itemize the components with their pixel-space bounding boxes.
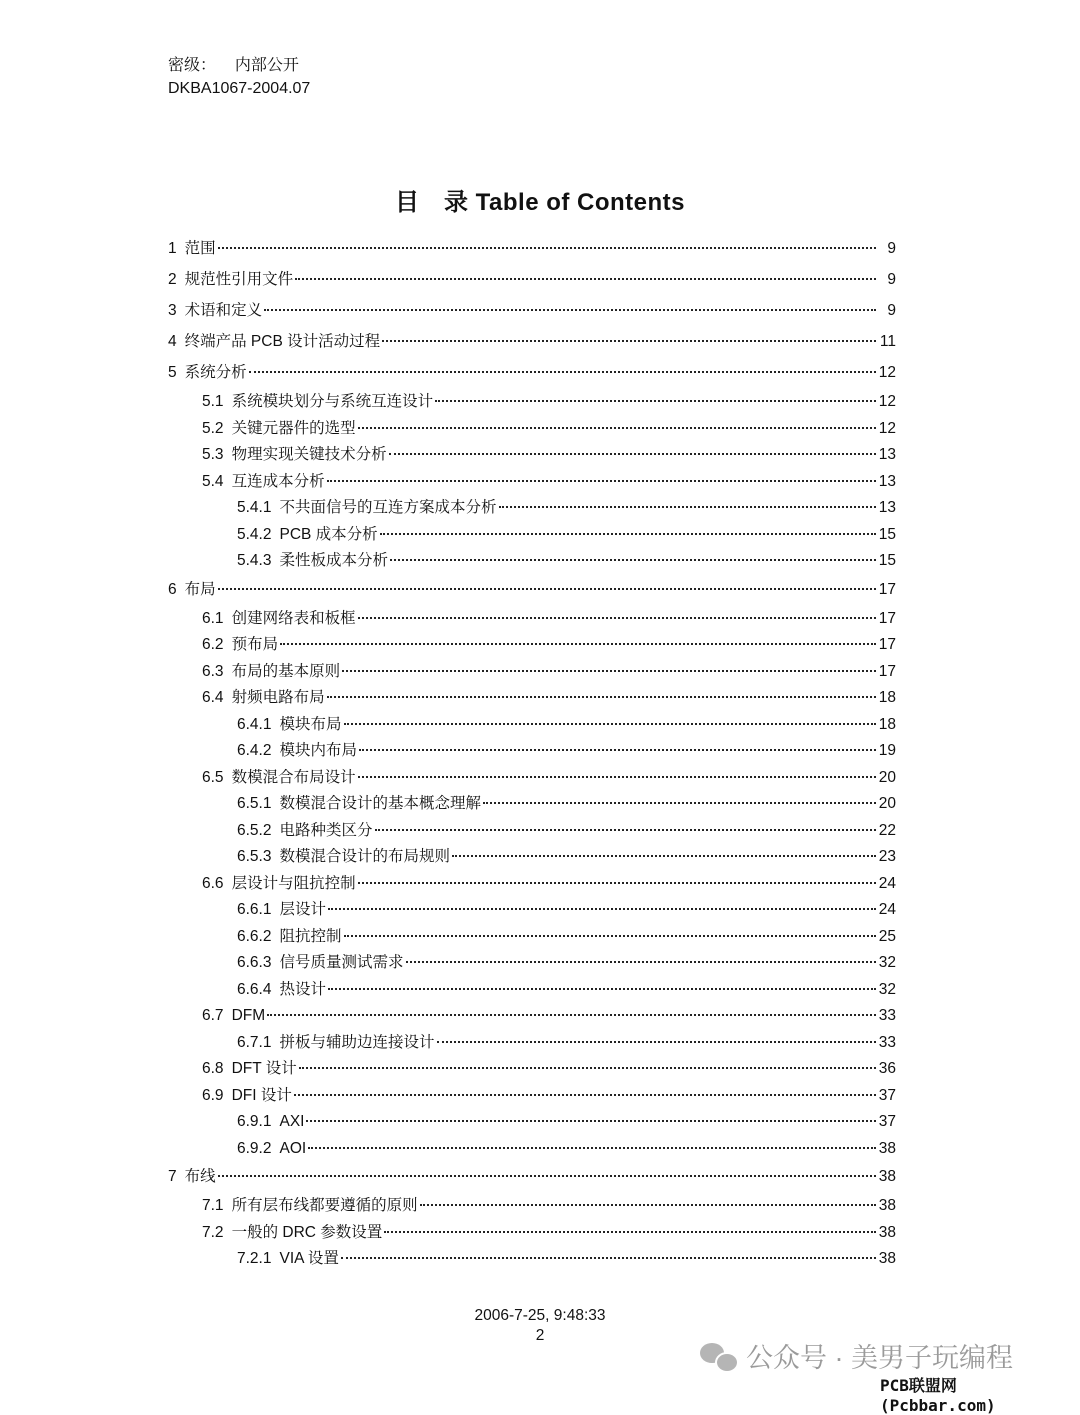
toc-entry-page: 38 [878, 1223, 896, 1241]
toc-dot-leader [342, 670, 876, 672]
classification-value: 内部公开 [234, 57, 299, 74]
toc-entry[interactable] [168, 267, 896, 298]
toc-entry[interactable] [168, 360, 896, 391]
toc-entry-label: 布局 [184, 580, 216, 598]
toc-entry-page: 37 [878, 1113, 896, 1130]
toc-dot-leader [359, 749, 876, 751]
toc-entry-page: 13 [878, 472, 896, 490]
toc-dot-leader [358, 427, 876, 429]
document-header [168, 54, 310, 100]
toc-entry-label: VIA 设置 [279, 1250, 339, 1267]
toc-dot-leader [380, 533, 876, 535]
toc-entry-page: 24 [878, 874, 896, 892]
toc-dot-leader [308, 1147, 876, 1149]
toc-entry-number: 7.2 [202, 1223, 224, 1241]
toc-entry[interactable] [168, 979, 896, 1006]
toc-dot-leader [218, 1175, 876, 1177]
toc-entry-number: 6.5.2 [237, 821, 272, 839]
toc-entry-number: 5.4.2 [237, 525, 272, 543]
classification-label: 密级： [168, 57, 217, 74]
toc-entry-label: 布局的基本原则 [231, 662, 341, 680]
toc-entry-label: 层设计与阻抗控制 [231, 874, 356, 892]
toc-entry-page: 37 [878, 1086, 896, 1104]
toc-entry-label: 物理实现关键技术分析 [231, 446, 387, 463]
toc-entry-label: 布线 [184, 1168, 216, 1185]
toc-dot-leader [384, 1231, 876, 1233]
toc-entry-label: 所有层布线都要遵循的原则 [231, 1197, 418, 1214]
toc-entry-label: 规范性引用文件 [184, 271, 294, 288]
toc-entry-page: 18 [878, 715, 896, 733]
toc-entry-label: 关键元器件的选型 [231, 419, 356, 437]
toc-entry-number: 6.7.1 [237, 1033, 272, 1051]
toc-entry-page: 9 [887, 271, 896, 288]
toc-dot-leader [375, 829, 877, 831]
toc-entry-label: 数模混合设计的基本概念理解 [279, 795, 481, 812]
toc-entry-page: 38 [878, 1139, 896, 1157]
toc-entry-label: 一般的 DRC 参数设置 [231, 1223, 383, 1241]
toc-dot-leader [344, 935, 877, 937]
classification-line [168, 54, 310, 77]
toc-entry-number: 5.2 [202, 419, 224, 437]
toc-entry[interactable] [168, 1111, 896, 1138]
toc-entry[interactable] [168, 298, 896, 329]
toc-dot-leader [218, 247, 876, 249]
toc-entry-number: 6.5.1 [237, 795, 272, 812]
toc-entry[interactable] [168, 1058, 896, 1085]
toc-dot-leader [328, 908, 876, 910]
toc-entry[interactable] [168, 418, 896, 445]
toc-dot-leader [406, 961, 877, 963]
toc-entry-page: 12 [878, 364, 896, 381]
toc-entry-label: DFT 设计 [231, 1060, 297, 1077]
toc-entry-number: 6.4.1 [237, 715, 272, 733]
toc-entry[interactable] [168, 1138, 896, 1165]
toc-entry-page: 24 [878, 901, 896, 918]
toc-dot-leader [294, 1094, 876, 1096]
toc-dot-leader [328, 988, 876, 990]
toc-entry[interactable] [168, 687, 896, 714]
toc-entry[interactable] [168, 497, 896, 524]
toc-entry-number: 5.4.1 [237, 499, 272, 516]
toc-entry-page: 17 [878, 662, 896, 680]
toc-entry-number: 7.1 [202, 1197, 224, 1214]
toc-entry-number: 5.4.3 [237, 552, 272, 569]
toc-entry-number: 6.4 [202, 689, 224, 706]
toc-dot-leader [249, 371, 876, 373]
toc-entry-label: 射频电路布局 [231, 689, 325, 706]
toc-entry-number: 3 [168, 302, 177, 319]
toc-entry[interactable] [168, 661, 896, 688]
toc-entry[interactable] [168, 1032, 896, 1059]
footer-timestamp: 2006-7-25, 9:48:33 [474, 1307, 606, 1324]
toc-entry-page: 18 [878, 689, 896, 706]
toc-entry-label: 电路种类区分 [279, 821, 373, 839]
toc-entry-page: 38 [878, 1168, 896, 1185]
toc-dot-leader [389, 453, 876, 455]
toc-entry-number: 6.3 [202, 662, 224, 680]
toc-entry-page: 12 [878, 393, 896, 410]
toc-entry-page: 33 [878, 1007, 896, 1024]
toc-entry[interactable] [168, 471, 896, 498]
toc-dot-leader [437, 1041, 877, 1043]
toc-entry-label: 热设计 [279, 980, 326, 998]
toc-entry-number: 6.6.1 [237, 901, 272, 918]
footer-page-number: 2 [535, 1327, 545, 1344]
toc-entry-page: 17 [878, 609, 896, 627]
toc-entry-number: 6.6 [202, 874, 224, 892]
toc-entry-page: 13 [878, 499, 896, 516]
toc-entry[interactable] [168, 1222, 896, 1249]
toc-entry-page: 19 [878, 742, 896, 759]
toc-entry[interactable] [168, 1195, 896, 1222]
toc-entry-label: 终端产品 PCB 设计活动过程 [184, 333, 381, 350]
toc-entry-label: DFI 设计 [231, 1086, 292, 1104]
toc-entry-label: DFM [231, 1007, 266, 1024]
toc-dot-leader [306, 1120, 876, 1122]
toc-entry-page: 22 [878, 821, 896, 839]
toc-dot-leader [341, 1257, 876, 1259]
toc-entry-label: 模块布局 [279, 715, 342, 733]
toc-entry-number: 6.6.3 [237, 954, 272, 971]
toc-entry[interactable] [168, 577, 896, 608]
toc-entry-number: 6.9 [202, 1086, 224, 1104]
toc-dot-leader [218, 588, 876, 590]
toc-entry-label: 层设计 [279, 901, 326, 918]
toc-entry-page: 32 [878, 954, 896, 971]
watermark [700, 1336, 1013, 1375]
toc-entry-number: 6.1 [202, 609, 224, 627]
toc-entry-label: 预布局 [231, 636, 279, 653]
toc-entry-label: AXI [279, 1113, 305, 1130]
toc-entry-number: 6.4.2 [237, 742, 272, 759]
toc-dot-leader [483, 802, 876, 804]
toc-entry-number: 5.3 [202, 446, 224, 463]
toc-dot-leader [327, 696, 876, 698]
toc-entry[interactable] [168, 846, 896, 873]
toc-entry-label: 不共面信号的互连方案成本分析 [279, 499, 497, 516]
toc-entry-number: 6.6.2 [237, 927, 272, 945]
toc-entry-page: 12 [878, 419, 896, 437]
toc-entry[interactable] [168, 1005, 896, 1032]
toc-entry[interactable] [168, 899, 896, 926]
toc-entry[interactable] [168, 1164, 896, 1195]
toc-entry-label: 数模混合设计的布局规则 [279, 848, 450, 865]
toc-dot-leader [295, 278, 876, 280]
toc-entry-page: 32 [878, 980, 896, 998]
toc-entry-number: 6.8 [202, 1060, 224, 1077]
toc-entry-label: 术语和定义 [184, 302, 263, 319]
toc-entry[interactable] [168, 329, 896, 360]
toc-entry-number: 4 [168, 333, 177, 350]
toc-entry-number: 2 [168, 271, 177, 288]
toc-dot-leader [499, 506, 877, 508]
toc-entry[interactable] [168, 608, 896, 635]
toc-entry[interactable] [168, 952, 896, 979]
toc-entry-page: 9 [887, 302, 896, 319]
toc-dot-leader [267, 1014, 876, 1016]
toc-entry[interactable] [168, 524, 896, 551]
toc-entry-number: 7.2.1 [237, 1250, 272, 1267]
toc-entry-page: 33 [878, 1033, 896, 1051]
toc-entry-label: 阻抗控制 [279, 927, 342, 945]
toc-entry[interactable] [168, 714, 896, 741]
toc-entry-number: 5.1 [202, 393, 224, 410]
toc-entry-number: 6.6.4 [237, 980, 272, 998]
toc-entry-number: 6.2 [202, 636, 224, 653]
toc-entry-number: 1 [168, 240, 177, 257]
toc-entry-number: 7 [168, 1168, 177, 1185]
toc-entry[interactable] [168, 740, 896, 767]
toc-dot-leader [264, 309, 876, 311]
toc-entry-page: 17 [878, 636, 896, 653]
toc-dot-leader [358, 776, 876, 778]
toc-entry[interactable] [168, 926, 896, 953]
toc-entry[interactable] [168, 1085, 896, 1112]
toc-entry-number: 6 [168, 580, 177, 598]
toc-entry-label: PCB 成本分析 [279, 525, 378, 543]
toc-entry[interactable] [168, 820, 896, 847]
wechat-icon [700, 1341, 738, 1371]
doc-code: DKBA1067-2004.07 [168, 80, 311, 97]
toc-entry-label: 柔性板成本分析 [279, 552, 388, 569]
toc-entry-number: 6.9.1 [237, 1113, 272, 1130]
toc-dot-leader [280, 643, 876, 645]
toc-entry[interactable] [168, 793, 896, 820]
toc-entry-label: 系统模块划分与系统互连设计 [231, 393, 434, 410]
table-of-contents [168, 236, 896, 1275]
toc-entry[interactable] [168, 767, 896, 794]
toc-dot-leader [358, 617, 876, 619]
toc-entry-page: 25 [878, 927, 896, 945]
toc-dot-leader [420, 1204, 876, 1206]
toc-entry-page: 38 [878, 1250, 896, 1267]
toc-entry[interactable] [168, 391, 896, 418]
toc-entry-page: 13 [878, 446, 896, 463]
toc-dot-leader [299, 1067, 876, 1069]
toc-entry-page: 11 [879, 333, 896, 350]
toc-entry-page: 20 [878, 795, 896, 812]
toc-entry-label: 数模混合布局设计 [231, 768, 356, 786]
toc-entry-page: 23 [878, 848, 896, 865]
toc-dot-leader [358, 882, 876, 884]
toc-entry[interactable] [168, 634, 896, 661]
toc-entry[interactable] [168, 873, 896, 900]
toc-entry-number: 6.5.3 [237, 848, 272, 865]
toc-entry[interactable] [168, 1248, 896, 1275]
toc-entry-number: 5 [168, 364, 177, 381]
toc-entry-label: AOI [279, 1139, 307, 1157]
toc-dot-leader [327, 480, 876, 482]
toc-entry-page: 38 [878, 1197, 896, 1214]
toc-entry-number: 6.5 [202, 768, 224, 786]
toc-dot-leader [435, 400, 876, 402]
toc-entry-number: 5.4 [202, 472, 224, 490]
toc-entry-page: 17 [878, 580, 896, 598]
toc-title: 目 录 Table of Contents [394, 189, 686, 216]
toc-entry-label: 拼板与辅助边连接设计 [279, 1033, 435, 1051]
toc-entry-label: 系统分析 [184, 364, 247, 381]
site-tag: PCB联盟网 (Pcbbar.com) [880, 1376, 996, 1415]
toc-entry[interactable] [168, 444, 896, 471]
toc-entry-page: 15 [878, 525, 896, 543]
toc-entry-page: 9 [887, 240, 896, 257]
toc-entry-label: 创建网络表和板框 [231, 609, 356, 627]
watermark-text: 公众号 · 美男子玩编程 [746, 1343, 1013, 1373]
toc-entry-label: 互连成本分析 [231, 472, 325, 490]
toc-entry-label: 信号质量测试需求 [279, 954, 404, 971]
toc-dot-leader [452, 855, 876, 857]
toc-entry-label: 范围 [184, 240, 216, 257]
toc-entry-number: 6.9.2 [237, 1139, 272, 1157]
toc-entry[interactable] [168, 550, 896, 577]
toc-entry-number: 6.7 [202, 1007, 224, 1024]
toc-entry-page: 36 [878, 1060, 896, 1077]
toc-entry-page: 20 [878, 768, 896, 786]
toc-dot-leader [344, 723, 877, 725]
toc-entry-label: 模块内布局 [279, 742, 357, 759]
toc-entry-page: 15 [878, 552, 896, 569]
toc-dot-leader [382, 340, 876, 342]
toc-dot-leader [390, 559, 876, 561]
toc-entry[interactable] [168, 236, 896, 267]
